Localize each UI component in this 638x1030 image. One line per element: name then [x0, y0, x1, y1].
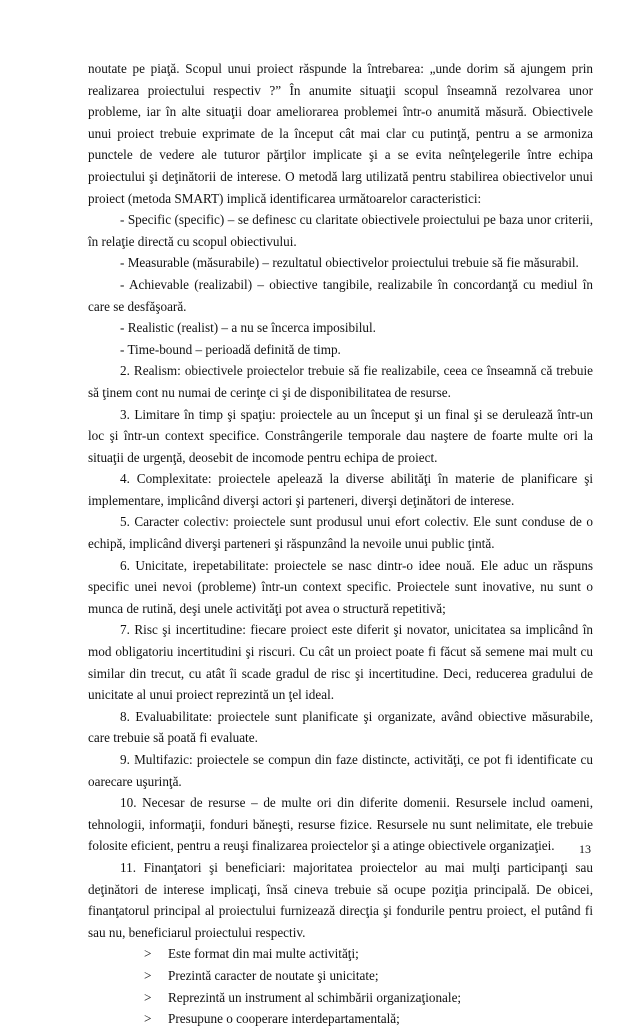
paragraph: 5. Caracter colectiv: proiectele sunt produsul unui efort colectiv. Ele sunt conduse de o echipă, implicând diverşi parteneri şi răspunzând la nevoile unui public ţintă. — [88, 514, 593, 552]
bullet-marker: > — [144, 1011, 152, 1027]
paragraph: noutate pe piaţă. Scopul unui proiect răspunde la întrebarea: „unde dorim să ajungem prin realizarea proiectului respectiv ?” În anumite situaţii scopul înseamnă rezolvarea unor probleme, iar în alte situaţii doar ameliorarea problemei într-o anumită măsură. Obiectivele unui proiect trebuie exprimate de la început cât mai clar cu putinţă, pentru a se armoniza punctele de vedere ale tuturor părţilor implicate şi a se evita neînţelegerile între echipa proiectului şi deţinătorii de interese. O metodă larg utilizată pentru stabilirea obiectivelor unui proiect (metoda SMART) implică identificarea următoarelor caracteristici: — [88, 61, 593, 206]
list-item — [88, 987, 593, 1009]
paragraph: - Time-bound – perioadă definită de timp. — [120, 341, 341, 357]
page-body — [88, 58, 593, 1030]
bullet-marker: > — [144, 967, 152, 983]
list-item-text: Reprezintă un instrument al schimbării organizaţionale; — [168, 989, 462, 1005]
paragraph: 4. Complexitate: proiectele apelează la diverse abilităţi în materie de planificare şi implementare, implicând diverşi actori şi parteneri, diverşi deţinători de interese. — [88, 471, 593, 508]
paragraph: 9. Multifazic: proiectele se compun din faze distincte, activităţi, ce pot fi identificate cu oarecare uşurinţă. — [88, 752, 593, 789]
paragraph: 7. Risc şi incertitudine: fiecare proiect este diferit şi novator, unicitatea sa implicând în mod obligatoriu incertitudini şi riscuri. Cu cât un proiect poate fi făcut să semene mai mult cu similar din trecut, cu atât îi scade gradul de risc şi incertitudine. Deci, reducerea gradului de unicitate al unui proiect reprezintă un ţel ideal. — [88, 622, 593, 703]
paragraph: - Achievable (realizabil) – obiective tangibile, realizabile în concordanţă cu mediul în care se desfăşoară. — [88, 276, 593, 314]
page-number: 13 — [579, 842, 591, 856]
bullet-marker: > — [144, 989, 152, 1005]
bullet-marker: > — [144, 946, 152, 962]
paragraph: - Specific (specific) – se definesc cu claritate obiectivele proiectului pe baza unor criterii, în relaţie directă cu scopul obiectivului. — [88, 212, 593, 249]
paragraph: 3. Limitare în timp şi spaţiu: proiectele au un început şi un final şi se derulează într-un loc şi într-un context specifice. Constrângerile temporale dau naştere de foarte multe ori la situaţii de urgenţă, deosebit de incomode pentru echipa de proiect. — [88, 406, 593, 465]
paragraph: - Measurable (măsurabile) – rezultatul obiectivelor proiectului trebuie să fie măsurabil. — [120, 255, 579, 271]
paragraph: 6. Unicitate, irepetabilitate: proiectele se nasc dintr-o idee nouă. Ele aduc un răspuns specific unei nevoi (probleme) într-un context specific. Proiectele sunt inovative, nu sunt o munca de rutină, deşi unele activităţi pot avea o structură repetitivă; — [88, 557, 593, 616]
paragraph: 2. Realism: obiectivele proiectelor trebuie să fie realizabile, ceea ce înseamnă că trebuie să ţinem cont nu numai de cerinţe ci şi de disponibilitatea de resurse. — [88, 363, 593, 400]
bullet-list — [88, 943, 593, 1029]
paragraph: 10. Necesar de resurse – de multe ori din diferite domenii. Resursele includ oameni, tehnologii, informaţii, fonduri băneşti, resurse fizice. Resursele nu sunt nelimitate, ele trebuie folosite eficient, pentru a reuşi finalizarea proiectelor şi a atinge obiectivele organizaţiei. — [88, 795, 593, 854]
list-item-text: Este format din mai multe activităţi; — [168, 946, 359, 962]
list-item — [88, 943, 593, 965]
paragraph: 8. Evaluabilitate: proiectele sunt planificate şi organizate, având obiective măsurabile, care trebuie să poată fi evaluate. — [88, 708, 593, 746]
list-item-text: Prezintă caracter de noutate şi unicitate; — [168, 967, 379, 983]
list-item — [88, 1008, 593, 1030]
paragraph: - Realistic (realist) – a nu se încerca imposibilul. — [120, 320, 376, 336]
paragraph: 11. Finanţatori şi beneficiari: majoritatea proiectelor au mai mulţi participanţi sau deţinători de interese implicaţi, însă cineva trebuie să ocupe poziţia principală. De obicei, finanţatorul principal al proiectului furnizează direcţia şi fondurile pentru proiect, el putând fi sau nu, beneficiarul proiectului respectiv. — [88, 859, 593, 940]
list-item-text: Presupune o cooperare interdepartamentală; — [168, 1011, 400, 1027]
list-item — [88, 965, 593, 987]
